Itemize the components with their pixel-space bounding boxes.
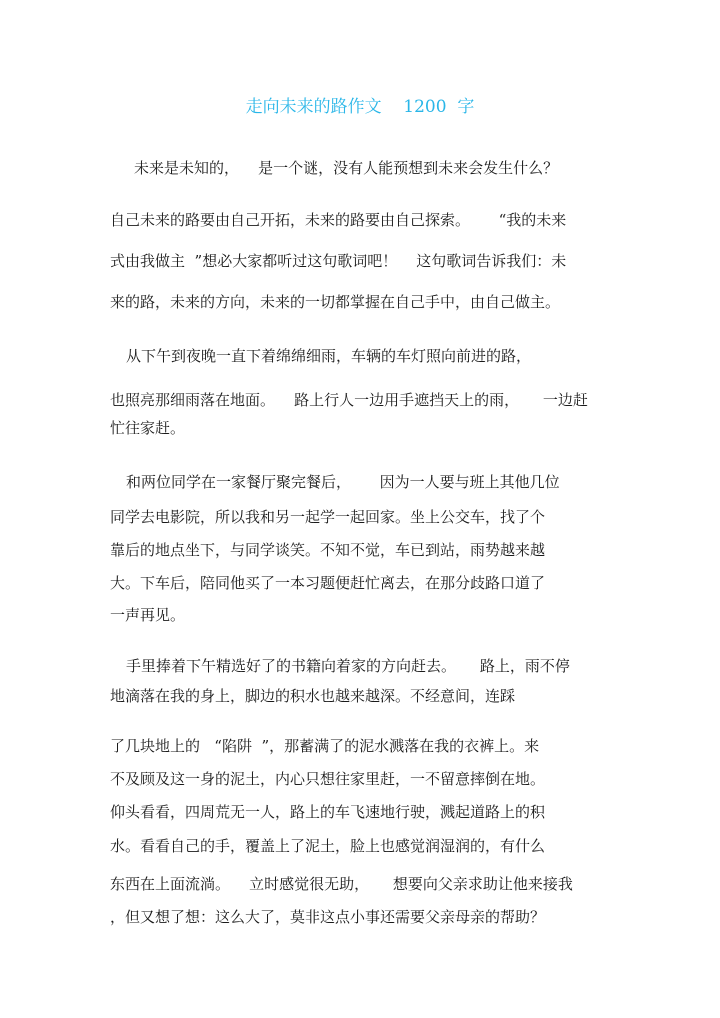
paragraph-line: 一声再见。 xyxy=(110,606,186,624)
paragraph-line: 了几块地上的 “陷阱 ”，那蓄满了的泥水溅落在我的衣裤上。来 xyxy=(110,737,540,755)
paragraph-line: 和两位同学在一家餐厅聚完餐后， 因为一人要与班上其他几位 xyxy=(126,473,560,491)
paragraph-line: 大。下车后，陪同他买了一本习题便赶忙离去，在那分歧路口道了 xyxy=(110,574,546,592)
paragraph-line: 从下午到夜晚一直下着绵绵细雨，车辆的车灯照向前进的路， xyxy=(126,347,532,365)
paragraph-line: 同学去电影院，所以我和另一起学一起回家。坐上公交车，找了个 xyxy=(110,508,546,526)
paragraph-line: 仰头看看，四周荒无一人，路上的车飞速地行驶，溅起道路上的积 xyxy=(110,803,546,821)
paragraph-line: 式由我做主 ”想必大家都听过这句歌词吧！ 这句歌词告诉我们：未 xyxy=(110,252,567,270)
paragraph-line: 水。看看自己的手，覆盖上了泥土，脸上也感觉润湿润的，有什么 xyxy=(110,837,546,855)
paragraph-line: 靠后的地点坐下，与同学谈笑。不知不觉，车已到站，雨势越来越 xyxy=(110,541,546,559)
paragraph-line: ，但又想了想：这么大了，莫非这点小事还需要父亲母亲的帮助？ xyxy=(110,908,546,926)
paragraph-line: 地滴落在我的身上，脚边的积水也越来越深。不经意间，连踩 xyxy=(110,687,516,705)
paragraph-line: 手里捧着下午精选好了的书籍向着家的方向赶去。 路上，雨不停 xyxy=(126,657,570,675)
paragraph-line: 忙往家赶。 xyxy=(110,419,186,437)
paragraph-line: 未来是未知的， 是一个谜，没有人能预想到未来会发生什么？ xyxy=(134,159,559,177)
paragraph-line: 自己未来的路要由自己开拓，未来的路要由自己探索。 “我的未来 xyxy=(110,211,567,229)
document-title: 走向未来的路作文 1200 字 xyxy=(245,97,475,117)
paragraph-line: 东西在上面流淌。 立时感觉很无助， 想要向父亲求助让他来接我 xyxy=(110,875,573,893)
paragraph-line: 来的路，未来的方向，未来的一切都掌握在自己手中，由自己做主。 xyxy=(110,293,561,311)
paragraph-line: 不及顾及这一身的泥土，内心只想往家里赶，一不留意摔倒在地。 xyxy=(110,770,546,788)
paragraph-line: 也照亮那细雨落在地面。 路上行人一边用手遮挡天上的雨， 一边赶 xyxy=(110,391,588,409)
